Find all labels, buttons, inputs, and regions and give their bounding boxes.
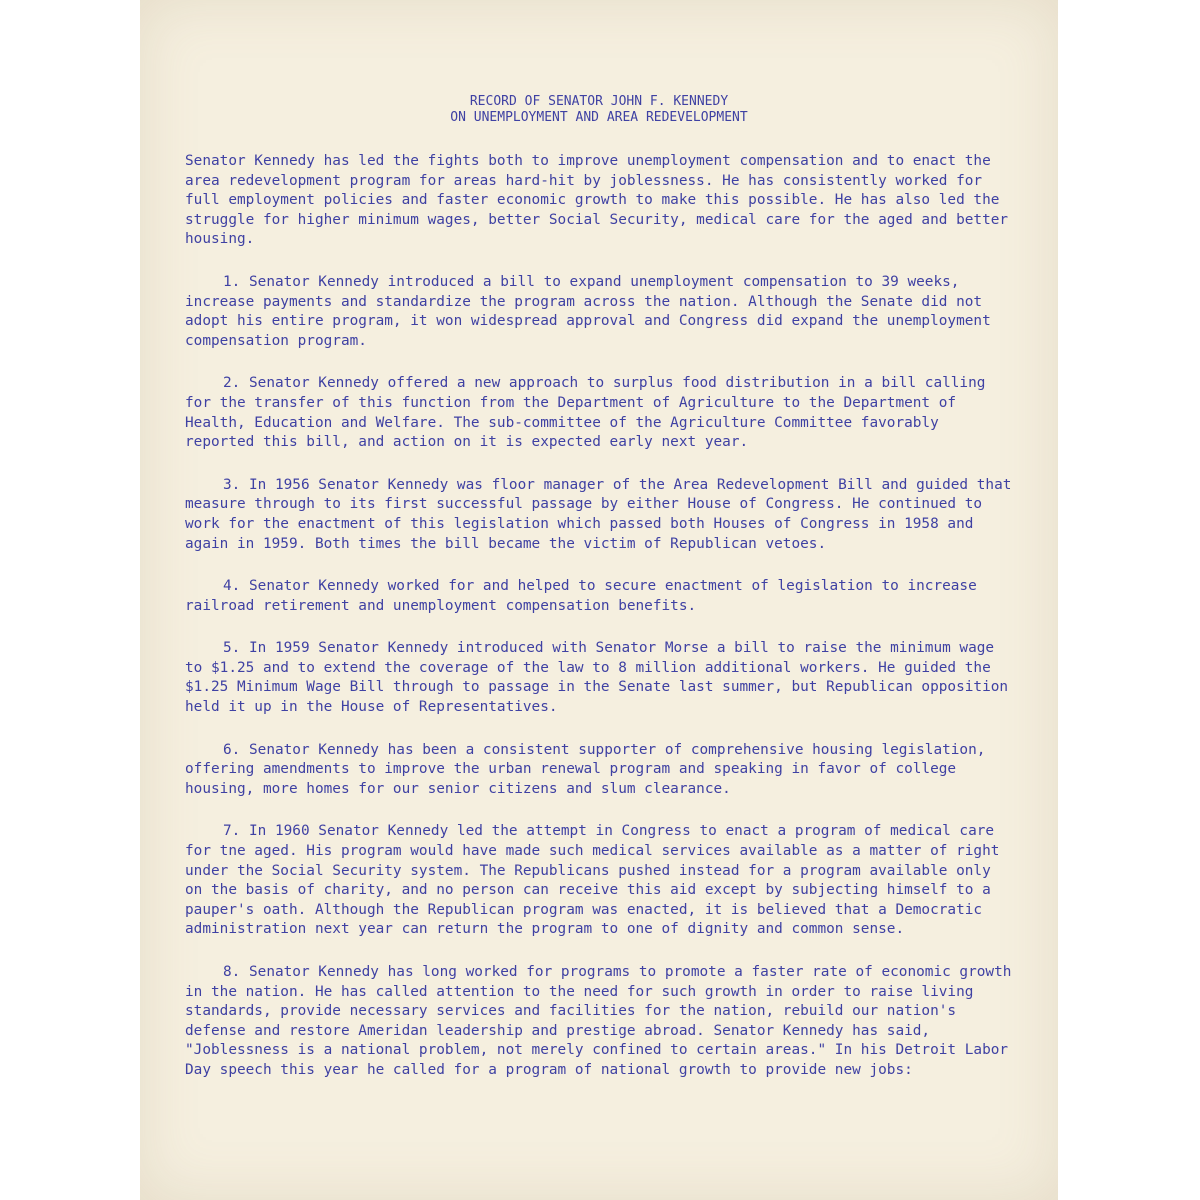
paragraph-5: 5. In 1959 Senator Kennedy introduced with Senator Morse a bill to raise the minimum wage to $1.25 and to extend the coverage of the law to 8 million additional workers. He guided the $1.25 Minimum Wage Bill through to passage in the Senate last summer, but Republican opposition held it up in the House of Representatives. <box>185 640 1009 716</box>
document-page <box>140 0 1058 1200</box>
paragraph-2: 2. Senator Kennedy offered a new approach to surplus food distribution in a bill calling for the transfer of this function from the Department of Agriculture to the Department of Health, Education and Welfare. The sub-committee of the Agriculture Committee favorably reported this bill, and action on it is expected early next year. <box>185 375 986 451</box>
paragraph-8: 8. Senator Kennedy has long worked for programs to promote a faster rate of economic growth in the nation. He has called attention to the need for such growth in order to raise living standards, provide necessary services and facilities for the nation, rebuild our nation's defense and restore Ameridan leadership and prestige abroad. Senator Kennedy has said, "Joblessness is a national problem, not merely confined to certain areas." In his Detroit Labor Day speech this year he called for a program of national growth to provide new jobs: <box>185 964 1012 1078</box>
paragraph-4: 4. Senator Kennedy worked for and helped to secure enactment of legislation to increase railroad retirement and unemployment compensation benefits. <box>185 578 977 614</box>
title-line-2: ON UNEMPLOYMENT AND AREA REDEVELOPMENT <box>450 110 748 125</box>
paragraph-3: 3. In 1956 Senator Kennedy was floor manager of the Area Redevelopment Bill and guided that measure through to its first successful passage by either House of Congress. He continued to work for the enactment of this legislation which passed both Houses of Congress in 1958 and again in 1959. Both times the bill became the victim of Republican vetoes. <box>185 476 1012 552</box>
intro-paragraph: Senator Kennedy has led the fights both to improve unemployment compensation and to enact the area redevelopment program for areas hard-hit by joblessness. He has consistently worked for full employment policies and faster economic growth to make this possible. He has also led the struggle for higher minimum wages, better Social Security, medical care for the aged and better housing. <box>185 153 1009 248</box>
document-title <box>140 94 1058 126</box>
title-line-1: RECORD OF SENATOR JOHN F. KENNEDY <box>469 94 729 109</box>
document-body <box>185 152 1015 1081</box>
paragraph-6: 6. Senator Kennedy has been a consistent supporter of comprehensive housing legislation, offering amendments to improve the urban renewal program and speaking in favor of college housing, more homes for our senior citizens and slum clearance. <box>185 741 986 797</box>
paragraph-7: 7. In 1960 Senator Kennedy led the attempt in Congress to enact a program of medical care for tne aged. His program would have made such medical services available as a matter of right under the Social Security system. The Republicans pushed instead for a program available only on the basis of charity, and no person can receive this aid except by subjecting himself to a pauper's oath. Although the Republican program was enacted, it is believed that a Democratic administration next year can return the program to one of dignity and common sense. <box>185 823 1000 938</box>
paragraph-1: 1. Senator Kennedy introduced a bill to expand unemployment compensation to 39 weeks, increase payments and standardize the program across the nation. Although the Senate did not adopt his entire program, it won widespread approval and Congress did expand the unemployment compensation program. <box>185 273 991 349</box>
